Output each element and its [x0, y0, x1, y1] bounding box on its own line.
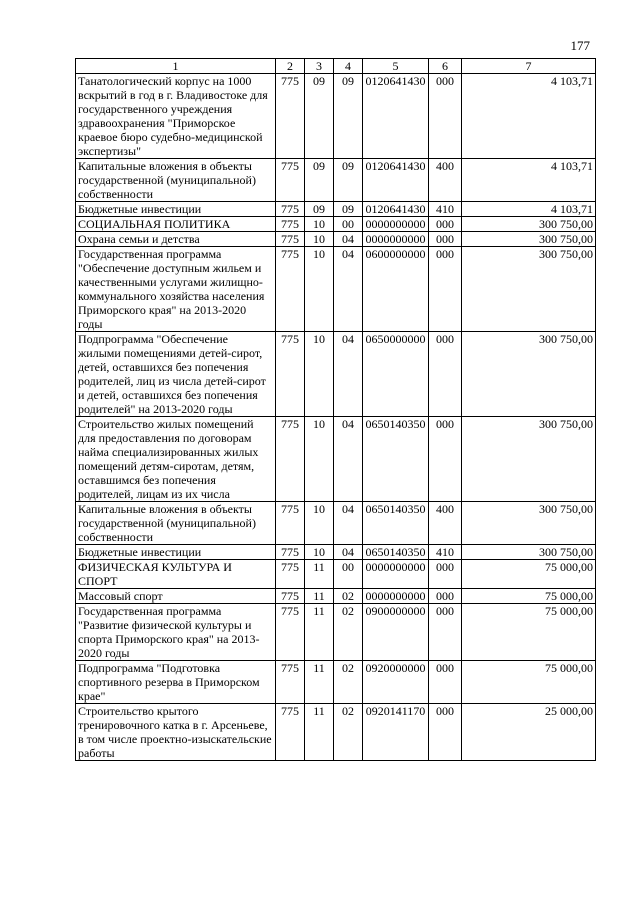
cell-amount: 4 103,71 — [462, 159, 596, 202]
cell-name: Строительство крытого тренировочного катка в г. Арсеньеве, в том числе проектно-изыскательские работы — [76, 704, 276, 761]
cell-amount: 300 750,00 — [462, 332, 596, 417]
cell-c5: 0920000000 — [363, 661, 429, 704]
cell-c4: 09 — [334, 202, 363, 217]
cell-c4: 09 — [334, 159, 363, 202]
cell-amount: 4 103,71 — [462, 202, 596, 217]
cell-c3: 10 — [305, 247, 334, 332]
cell-c5: 0900000000 — [363, 604, 429, 661]
cell-c3: 10 — [305, 332, 334, 417]
header-col-5: 5 — [363, 59, 429, 74]
cell-name: Капитальные вложения в объекты государственной (муниципальной) собственности — [76, 159, 276, 202]
cell-name: Танатологический корпус на 1000 вскрытий в год в г. Владивостоке для государственного учреждения здравоохранения "Приморское краевое бюро судебно-медицинской экспертизы" — [76, 74, 276, 159]
cell-c6: 410 — [429, 545, 462, 560]
cell-c3: 11 — [305, 560, 334, 589]
table-row — [76, 704, 596, 761]
cell-c6: 000 — [429, 332, 462, 417]
cell-amount: 4 103,71 — [462, 74, 596, 159]
cell-c2: 775 — [276, 217, 305, 232]
header-col-2: 2 — [276, 59, 305, 74]
cell-name: ФИЗИЧЕСКАЯ КУЛЬТУРА И СПОРТ — [76, 560, 276, 589]
cell-c3: 10 — [305, 417, 334, 502]
cell-c6: 400 — [429, 159, 462, 202]
header-col-7: 7 — [462, 59, 596, 74]
cell-c5: 0120641430 — [363, 74, 429, 159]
cell-c6: 400 — [429, 502, 462, 545]
cell-amount: 300 750,00 — [462, 502, 596, 545]
cell-c3: 09 — [305, 159, 334, 202]
cell-c2: 775 — [276, 661, 305, 704]
cell-c5: 0120641430 — [363, 159, 429, 202]
cell-name: Бюджетные инвестиции — [76, 202, 276, 217]
cell-c3: 11 — [305, 589, 334, 604]
cell-c6: 000 — [429, 661, 462, 704]
cell-c5: 0650140350 — [363, 502, 429, 545]
cell-amount: 300 750,00 — [462, 217, 596, 232]
cell-name: Государственная программа "Развитие физической культуры и спорта Приморского края" на 2013-2020 годы — [76, 604, 276, 661]
table-row — [76, 332, 596, 417]
page-number: 177 — [570, 38, 590, 53]
cell-c2: 775 — [276, 332, 305, 417]
cell-c4: 02 — [334, 661, 363, 704]
cell-c5: 0000000000 — [363, 560, 429, 589]
table-row — [76, 74, 596, 159]
cell-amount: 75 000,00 — [462, 604, 596, 661]
cell-c6: 000 — [429, 232, 462, 247]
header-row — [76, 59, 596, 74]
cell-name: СОЦИАЛЬНАЯ ПОЛИТИКА — [76, 217, 276, 232]
cell-amount: 300 750,00 — [462, 545, 596, 560]
cell-c5: 0920141170 — [363, 704, 429, 761]
cell-c3: 11 — [305, 661, 334, 704]
cell-c6: 000 — [429, 417, 462, 502]
cell-amount: 300 750,00 — [462, 247, 596, 332]
header-col-1: 1 — [76, 59, 276, 74]
cell-c4: 09 — [334, 74, 363, 159]
cell-c5: 0650140350 — [363, 417, 429, 502]
cell-c5: 0120641430 — [363, 202, 429, 217]
cell-name: Строительство жилых помещений для предоставления по договорам найма специализированных жилых помещений детям-сиротам, детям, оставшимся без попечения родителей, лицам из их числа — [76, 417, 276, 502]
table-row — [76, 604, 596, 661]
cell-c2: 775 — [276, 247, 305, 332]
cell-amount: 25 000,00 — [462, 704, 596, 761]
cell-amount: 300 750,00 — [462, 232, 596, 247]
cell-c2: 775 — [276, 502, 305, 545]
table-row — [76, 545, 596, 560]
cell-c4: 02 — [334, 589, 363, 604]
cell-c4: 02 — [334, 604, 363, 661]
cell-c3: 11 — [305, 604, 334, 661]
cell-name: Государственная программа "Обеспечение доступным жильем и качественными услугами жилищно-коммунального хозяйства населения Приморского края" на 2013-2020 годы — [76, 247, 276, 332]
budget-table — [75, 58, 596, 761]
cell-c3: 09 — [305, 202, 334, 217]
cell-c2: 775 — [276, 232, 305, 247]
cell-c5: 0650000000 — [363, 332, 429, 417]
cell-c4: 00 — [334, 560, 363, 589]
cell-c3: 10 — [305, 545, 334, 560]
cell-c2: 775 — [276, 74, 305, 159]
table-row — [76, 560, 596, 589]
cell-c6: 410 — [429, 202, 462, 217]
cell-name: Массовый спорт — [76, 589, 276, 604]
cell-c4: 02 — [334, 704, 363, 761]
cell-c5: 0000000000 — [363, 217, 429, 232]
cell-amount: 75 000,00 — [462, 589, 596, 604]
cell-name: Капитальные вложения в объекты государственной (муниципальной) собственности — [76, 502, 276, 545]
cell-c4: 04 — [334, 502, 363, 545]
table-row — [76, 202, 596, 217]
cell-c5: 0600000000 — [363, 247, 429, 332]
header-col-6: 6 — [429, 59, 462, 74]
cell-c4: 04 — [334, 417, 363, 502]
cell-c2: 775 — [276, 704, 305, 761]
table-row — [76, 502, 596, 545]
cell-c6: 000 — [429, 604, 462, 661]
cell-c6: 000 — [429, 217, 462, 232]
cell-c4: 04 — [334, 545, 363, 560]
cell-c6: 000 — [429, 589, 462, 604]
cell-c5: 0650140350 — [363, 545, 429, 560]
cell-c3: 10 — [305, 232, 334, 247]
table-row — [76, 217, 596, 232]
cell-c4: 00 — [334, 217, 363, 232]
table-row — [76, 232, 596, 247]
cell-c6: 000 — [429, 247, 462, 332]
cell-amount: 75 000,00 — [462, 560, 596, 589]
cell-amount: 75 000,00 — [462, 661, 596, 704]
cell-c4: 04 — [334, 332, 363, 417]
cell-amount: 300 750,00 — [462, 417, 596, 502]
table-row — [76, 661, 596, 704]
cell-c2: 775 — [276, 417, 305, 502]
table-row — [76, 417, 596, 502]
cell-name: Бюджетные инвестиции — [76, 545, 276, 560]
cell-c6: 000 — [429, 74, 462, 159]
cell-c3: 11 — [305, 704, 334, 761]
cell-name: Подпрограмма "Подготовка спортивного резерва в Приморском крае" — [76, 661, 276, 704]
header-col-3: 3 — [305, 59, 334, 74]
table-row — [76, 159, 596, 202]
cell-c3: 10 — [305, 502, 334, 545]
cell-c2: 775 — [276, 159, 305, 202]
cell-c6: 000 — [429, 560, 462, 589]
cell-c5: 0000000000 — [363, 232, 429, 247]
cell-c2: 775 — [276, 589, 305, 604]
cell-c2: 775 — [276, 202, 305, 217]
cell-c6: 000 — [429, 704, 462, 761]
table-row — [76, 247, 596, 332]
table-row — [76, 589, 596, 604]
cell-name: Охрана семьи и детства — [76, 232, 276, 247]
cell-c5: 0000000000 — [363, 589, 429, 604]
cell-c2: 775 — [276, 545, 305, 560]
cell-c3: 10 — [305, 217, 334, 232]
cell-c2: 775 — [276, 604, 305, 661]
cell-c4: 04 — [334, 232, 363, 247]
cell-c2: 775 — [276, 560, 305, 589]
header-col-4: 4 — [334, 59, 363, 74]
cell-name: Подпрограмма "Обеспечение жилыми помещениями детей-сирот, детей, оставшихся без попечения родителей, лиц из числа детей-сирот и детей, оставшихся без попечения родителей" на 2013-2020 годы — [76, 332, 276, 417]
cell-c3: 09 — [305, 74, 334, 159]
cell-c4: 04 — [334, 247, 363, 332]
